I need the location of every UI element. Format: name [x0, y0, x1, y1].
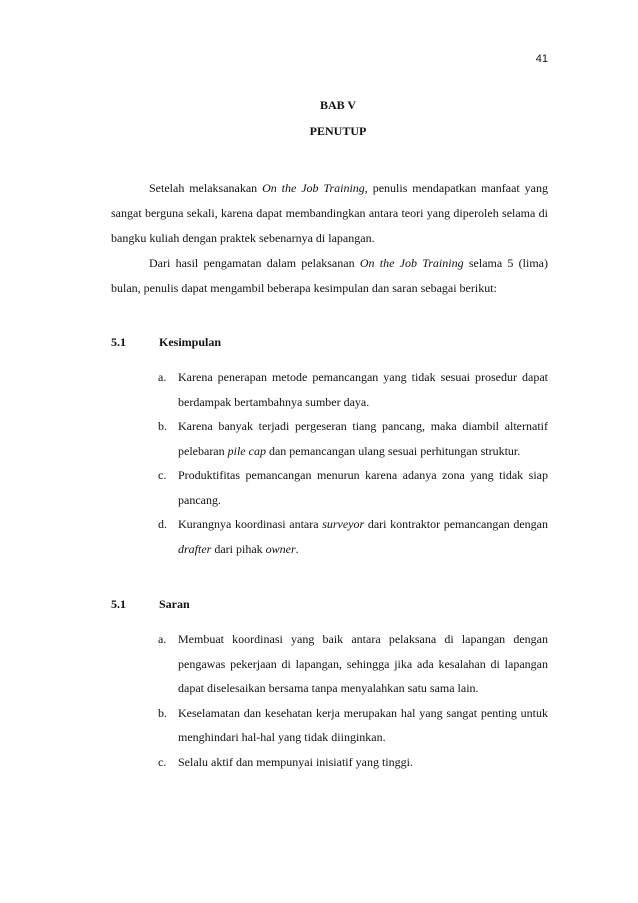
intro-paragraph-1: [111, 176, 548, 251]
list-item: [158, 701, 548, 750]
list-item: [158, 512, 548, 561]
section-number: 5.1: [111, 597, 126, 611]
list-item: [158, 463, 548, 512]
page-number: 41: [535, 53, 548, 65]
list-marker: a.: [158, 370, 167, 384]
intro-text: [111, 176, 548, 301]
section-heading-kesimpulan: [111, 335, 221, 350]
intro-p2-text-a: Dari hasil pengamatan dalam pelaksanan: [149, 256, 360, 270]
list-item-text: Kurangnya koordinasi antara: [178, 517, 323, 531]
section-title: Kesimpulan: [159, 335, 222, 349]
list-marker: a.: [158, 632, 167, 646]
list-item-text: Keselamatan dan kesehatan kerja merupakan hal yang sangat penting untuk menghindari hal-hal yang tidak diinginkan.: [178, 705, 548, 744]
saran-list: [158, 627, 548, 774]
list-marker: d.: [158, 517, 167, 531]
list-marker: c.: [158, 468, 167, 482]
list-item-emphasis: owner: [265, 541, 296, 556]
intro-p2-text-b: selama 5 (lima) bulan, penulis dapat mengambil beberapa kesimpulan dan saran sebagai berikut:: [111, 256, 548, 295]
list-item-text: Selalu aktif dan mempunyai inisiatif yang tinggi.: [178, 754, 413, 769]
chapter-title: PENUTUP: [309, 124, 367, 138]
list-item-text: Karena penerapan metode pemancangan yang tidak sesuai prosedur dapat berdampak bertambahnya sumber daya.: [178, 370, 548, 409]
intro-p1-emphasis: On the Job Training: [262, 181, 365, 195]
list-item: [158, 627, 548, 701]
intro-p1-text-a: Setelah melaksanakan: [149, 181, 263, 195]
list-item: [158, 365, 548, 414]
section-heading-saran: [111, 597, 190, 612]
kesimpulan-list: [158, 365, 548, 561]
list-marker: b.: [158, 705, 167, 720]
list-item-text: Membuat koordinasi yang baik antara pelaksana di lapangan dengan pengawas pekerjaan di lapangan, sehingga jika ada kesalahan di lapangan dapat diselesaikan bersama tanpa menyalahkan satu sama lain.: [178, 632, 548, 695]
list-item-text: .: [295, 541, 299, 556]
list-item-emphasis: surveyor: [322, 517, 365, 531]
list-marker: c.: [158, 754, 167, 769]
intro-paragraph-2: [111, 251, 548, 301]
list-item-emphasis: drafter: [178, 541, 212, 556]
section-number: 5.1: [111, 335, 126, 349]
list-item-text: dari kontraktor pemancangan dengan: [364, 517, 548, 531]
list-item-emphasis: pile cap: [227, 443, 266, 458]
list-item-text: dan pemancangan ulang sesuai perhitungan struktur.: [265, 443, 521, 458]
list-item-text: dari pihak: [211, 541, 266, 556]
intro-p1-text-b: , penulis mendapatkan manfaat yang sangat berguna sekali, karena dapat membandingkan antara teori yang diperoleh selama di bangku kuliah dengan praktek sebenarnya di lapangan.: [111, 181, 548, 245]
chapter-number: BAB V: [319, 98, 357, 112]
section-title: Saran: [159, 597, 190, 611]
list-item: [158, 750, 548, 775]
list-item-text: Produktifitas pemancangan menurun karena adanya zona yang tidak siap pancang.: [178, 468, 548, 507]
list-item-text: Karena banyak terjadi pergeseran tiang pancang, maka diambil alternatif pelebaran: [178, 419, 548, 458]
list-item: [158, 414, 548, 463]
list-marker: b.: [158, 419, 167, 433]
intro-p2-emphasis: On the Job Training: [359, 256, 464, 270]
